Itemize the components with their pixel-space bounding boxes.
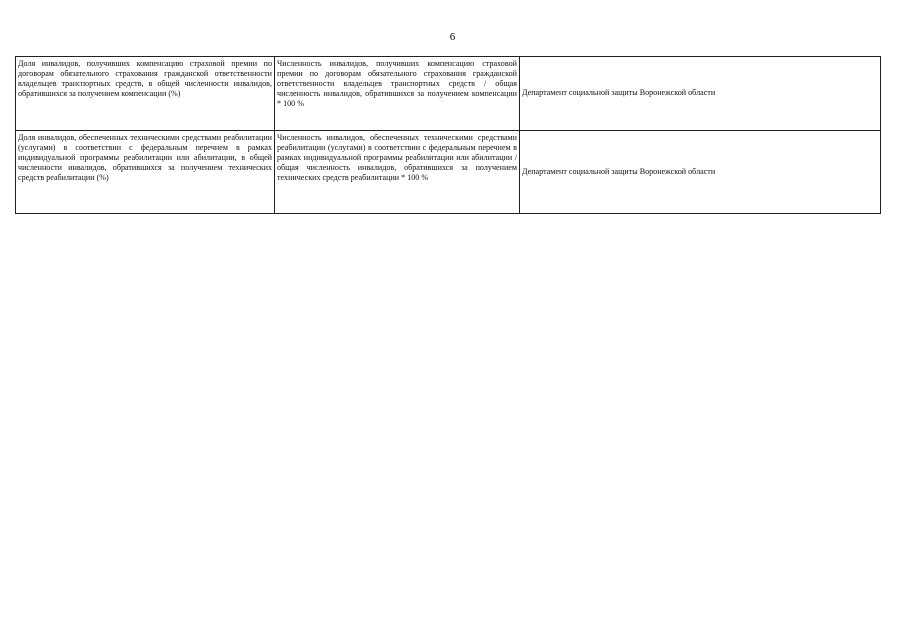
table-row <box>16 57 881 131</box>
indicator-cell: Доля инвалидов, обеспеченных техническими средствами реабилитации (услугами) в соответствии с федеральным перечнем в рамках индивидуальной программы реабилитации или абилитации, в общей численности инвалидов, обратившихся за получением технических средств реабилитации (%) <box>16 131 275 214</box>
formula-cell: Численность инвалидов, обеспеченных техническими средствами реабилитации (услугами) в соответствии с федеральным перечнем в рамках индивидуальной программы реабилитации или абилитации / общая численность инвалидов, обратившихся за получением технических средств реабилитации * 100 % <box>275 131 520 214</box>
formula-cell: Численность инвалидов, получивших компенсацию страховой премии по договорам обязательного страхования гражданской ответственности владельцев транспортных средств / общая численность инвалидов, обратившихся за получением компенсации * 100 % <box>275 57 520 131</box>
department-cell: Департамент социальной защиты Воронежской области <box>520 131 881 214</box>
department-cell: Департамент социальной защиты Воронежской области <box>520 57 881 131</box>
page-number: 6 <box>449 31 456 43</box>
indicator-cell: Доля инвалидов, получивших компенсацию страховой премии по договорам обязательного страхования гражданской ответственности владельцев транспортных средств, в общей численности инвалидов, обратившихся за получением компенсации (%) <box>16 57 275 131</box>
table-row <box>16 131 881 214</box>
indicators-table <box>15 56 881 214</box>
